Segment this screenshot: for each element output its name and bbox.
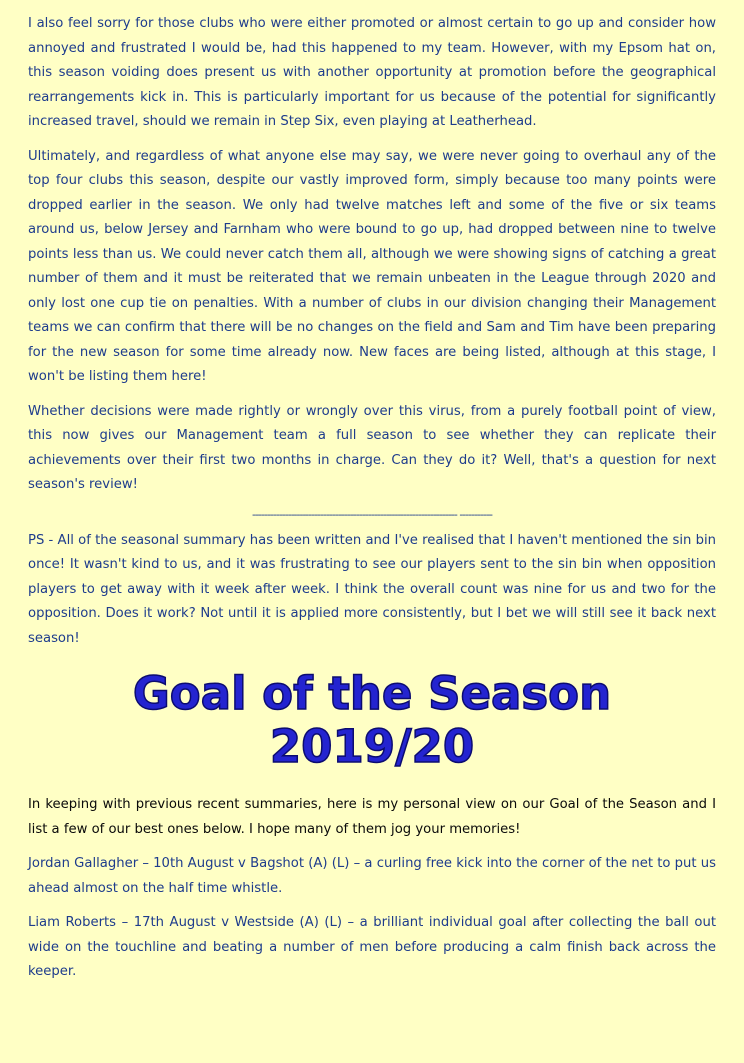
goal-entry: Liam Roberts – 17th August v Westside (A) (L) – a brilliant individual goal after collecting the ball out wide on the touchline and beating a number of men before producing a calm finish back across the keeper. — [28, 915, 716, 979]
paragraph-virus-decisions: Whether decisions were made rightly or wrongly over this virus, from a purely football point of view, this now gives our Management team a full season to see whether they can replicate their achievements over their first two months in charge. Can they do it? Well, that's a question for next season's review! — [28, 403, 716, 492]
paragraph-postscript: PS - All of the seasonal summary has been written and I've realised that I haven't mentioned the sin bin once! It wasn't kind to us, and it was frustrating to see our players sent to the sin bin when opposition players to get away with it week after week. I think the overall count was nine for us and two for the opposition. Does it work? Not until it is applied more consistently, but I bet we will still see it back next season! — [28, 532, 716, 646]
goal-entry: Jordan Gallagher – 10th August v Bagshot (A) (L) – a curling free kick into the corner of the net to put us ahead almost on the half time whistle. — [28, 856, 716, 896]
goal-of-season-heading: Goal of the Season 2019/20 — [132, 667, 612, 773]
goal-section-intro: In keeping with previous recent summaries, here is my personal view on our Goal of the Season and I list a few of our best ones below. I hope many of them jog your memories! — [28, 797, 716, 837]
paragraph-top-four: Ultimately, and regardless of what anyone else may say, we were never going to overhaul any of the top four clubs this season, despite our vastly improved form, simply because too many points were dropped earlier in the season. We only had twelve matches left and some of the five or six teams around us, below Jersey and Farnham who were bound to go up, had dropped between nine to twelve points less than us. We could never catch them all, although we were showing signs of catching a great number of them and it must be reiterated that we remain unbeaten in the League through 2020 and only lost one cup tie on penalties. With a number of clubs in our division changing their Management teams we can confirm that there will be no changes on the field and Sam and Tim have been preparing for the new season for some time already now. New faces are being listed, although at this stage, I won't be listing them here! — [28, 148, 716, 384]
section-divider: --------------------------------------------------------------------- ----------- — [251, 507, 493, 521]
paragraph-clubs-promoted: I also feel sorry for those clubs who were either promoted or almost certain to go up and consider how annoyed and frustrated I would be, had this happened to my team. However, with my Epsom hat on, this season voiding does present us with another opportunity at promotion before the geographical rearrangements kick in. This is particularly important for us because of the potential for significantly increased travel, should we remain in Step Six, even playing at Leatherhead. — [28, 16, 716, 129]
